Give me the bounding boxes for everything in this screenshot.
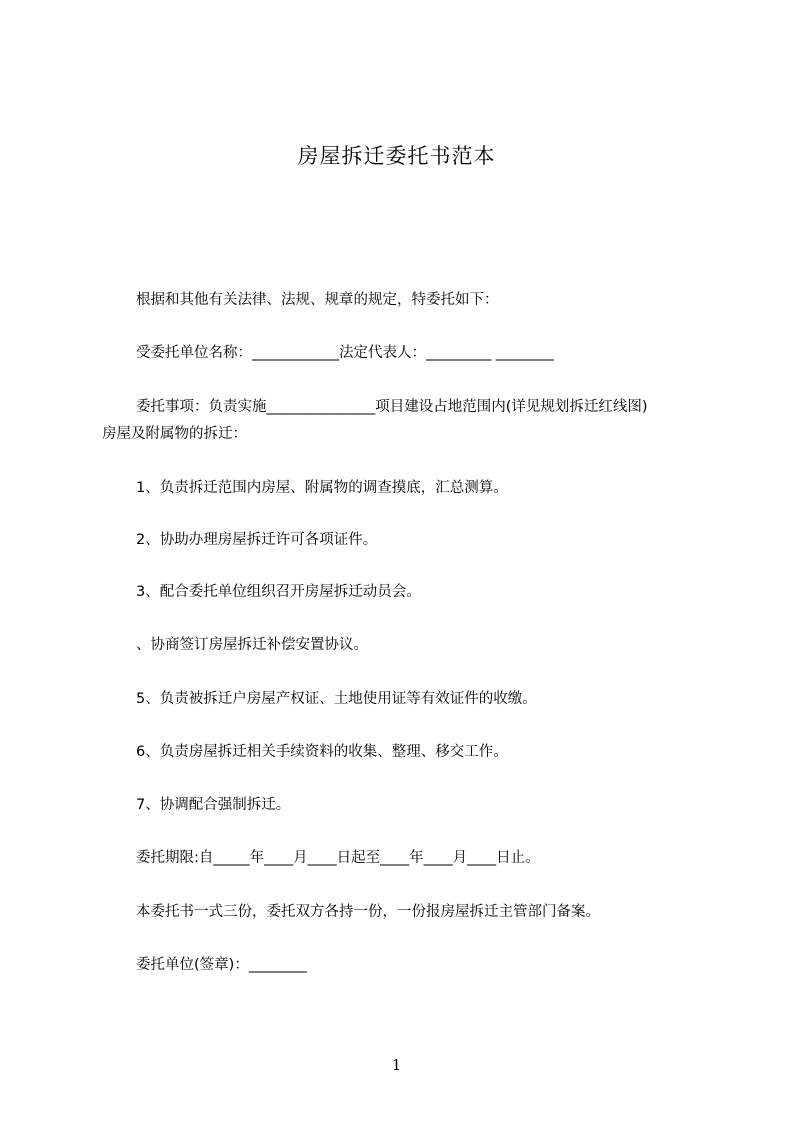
document-title: 房屋拆迁委托书范本 xyxy=(297,144,496,168)
item-1: 1、负责拆迁范围内房屋、附属物的调查摸底，汇总测算。 xyxy=(136,480,508,496)
entrust-matters-continuation: 房屋及附属物的拆迁： xyxy=(102,426,247,442)
intro-paragraph: 根据和其他有关法律、法规、规章的规定，特委托如下： xyxy=(136,292,499,308)
entrust-period-line: 委托期限:自_____年____月____日起至____年____月____日止。 xyxy=(136,850,540,866)
page-number: 1 xyxy=(391,1056,402,1074)
entrust-matters-line: 委托事项：负责实施_______________项目建设占地范围内(详见规划拆迁红线图) xyxy=(136,399,648,415)
item-6: 6、负责房屋拆迁相关手续资料的收集、整理、移交工作。 xyxy=(136,744,508,760)
copies-note: 本委托书一式三份，委托双方各持一份，一份报房屋拆迁主管部门备案。 xyxy=(136,904,600,920)
item-2: 2、协助办理房屋拆迁许可各项证件。 xyxy=(136,532,378,548)
item-5: 5、负责被拆迁户房屋产权证、土地使用证等有效证件的收缴。 xyxy=(136,691,537,707)
item-7: 7、协调配合强制拆迁。 xyxy=(136,797,291,813)
signature-line: 委托单位(签章)：________ xyxy=(136,957,307,973)
trustee-name-line: 受委托单位名称：____________法定代表人：_________ ________ xyxy=(136,345,554,361)
item-4: 、协商签订房屋拆迁补偿安置协议。 xyxy=(136,637,368,653)
item-3: 3、配合委托单位组织召开房屋拆迁动员会。 xyxy=(136,584,421,600)
